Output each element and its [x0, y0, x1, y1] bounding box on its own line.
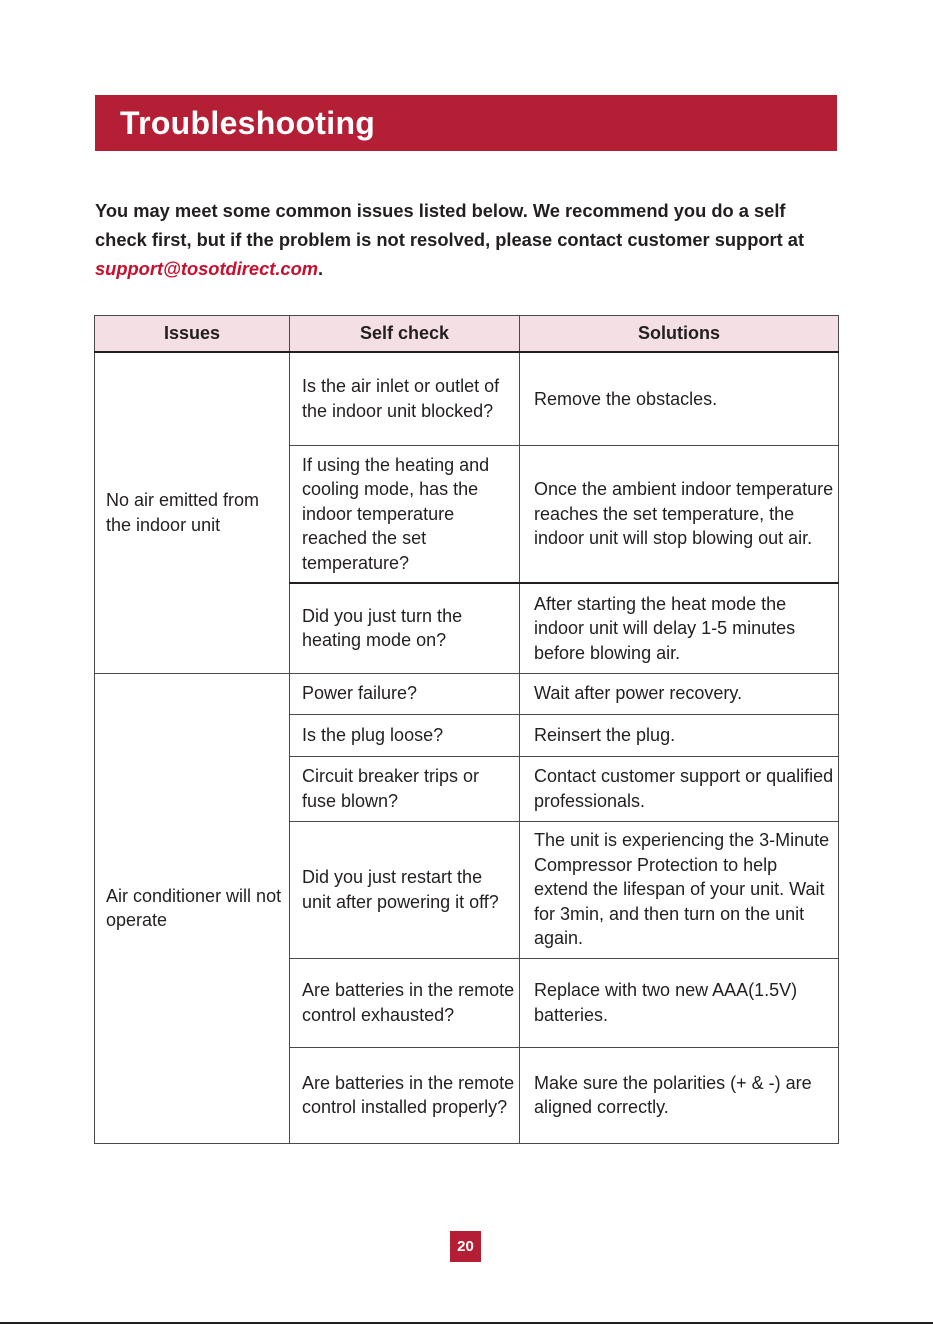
intro-text-end: .: [318, 258, 324, 279]
solution-cell: Remove the obstacles.: [520, 352, 839, 445]
self-check-cell: Is the plug loose?: [290, 714, 520, 756]
support-email-link[interactable]: support@tosotdirect.com: [95, 258, 318, 279]
solution-cell: The unit is experiencing the 3-Minute Compressor Protection to help extend the lifespan of your unit. Wait for 3min, and then turn on the unit again.: [520, 821, 839, 958]
self-check-cell: Power failure?: [290, 673, 520, 714]
table-row: [95, 673, 839, 714]
page-title: Troubleshooting: [120, 104, 376, 141]
solution-cell: After starting the heat mode the indoor unit will delay 1-5 minutes before blowing air.: [520, 583, 839, 673]
section-title-banner: [95, 95, 837, 151]
self-check-cell: Are batteries in the remote control exhausted?: [290, 958, 520, 1047]
solution-cell: Contact customer support or qualified professionals.: [520, 756, 839, 821]
self-check-cell: If using the heating and cooling mode, has the indoor temperature reached the set temperature?: [290, 445, 520, 583]
self-check-cell: Did you just restart the unit after powering it off?: [290, 821, 520, 958]
table-header-row: [95, 316, 839, 353]
solution-cell: Make sure the polarities (+ & -) are aligned correctly.: [520, 1047, 839, 1143]
self-check-cell: Circuit breaker trips or fuse blown?: [290, 756, 520, 821]
self-check-cell: Did you just turn the heating mode on?: [290, 583, 520, 673]
solution-cell: Reinsert the plug.: [520, 714, 839, 756]
intro-text: You may meet some common issues listed below. We recommend you do a self check first, but if the problem is not resolved, please contact customer support at: [95, 200, 805, 250]
table-row: [95, 352, 839, 445]
solution-cell: Once the ambient indoor temperature reaches the set temperature, the indoor unit will stop blowing out air.: [520, 445, 839, 583]
page-number-badge: 20: [450, 1231, 481, 1262]
issue-cell: No air emitted from the indoor unit: [95, 352, 290, 673]
header-self-check: Self check: [290, 316, 520, 353]
header-solutions: Solutions: [520, 316, 839, 353]
solution-cell: Replace with two new AAA(1.5V) batteries.: [520, 958, 839, 1047]
troubleshooting-table: [94, 315, 839, 1144]
header-issues: Issues: [95, 316, 290, 353]
intro-paragraph: [95, 196, 840, 283]
solution-cell: Wait after power recovery.: [520, 673, 839, 714]
issue-cell: Air conditioner will not operate: [95, 673, 290, 1143]
self-check-cell: Are batteries in the remote control installed properly?: [290, 1047, 520, 1143]
self-check-cell: Is the air inlet or outlet of the indoor unit blocked?: [290, 352, 520, 445]
